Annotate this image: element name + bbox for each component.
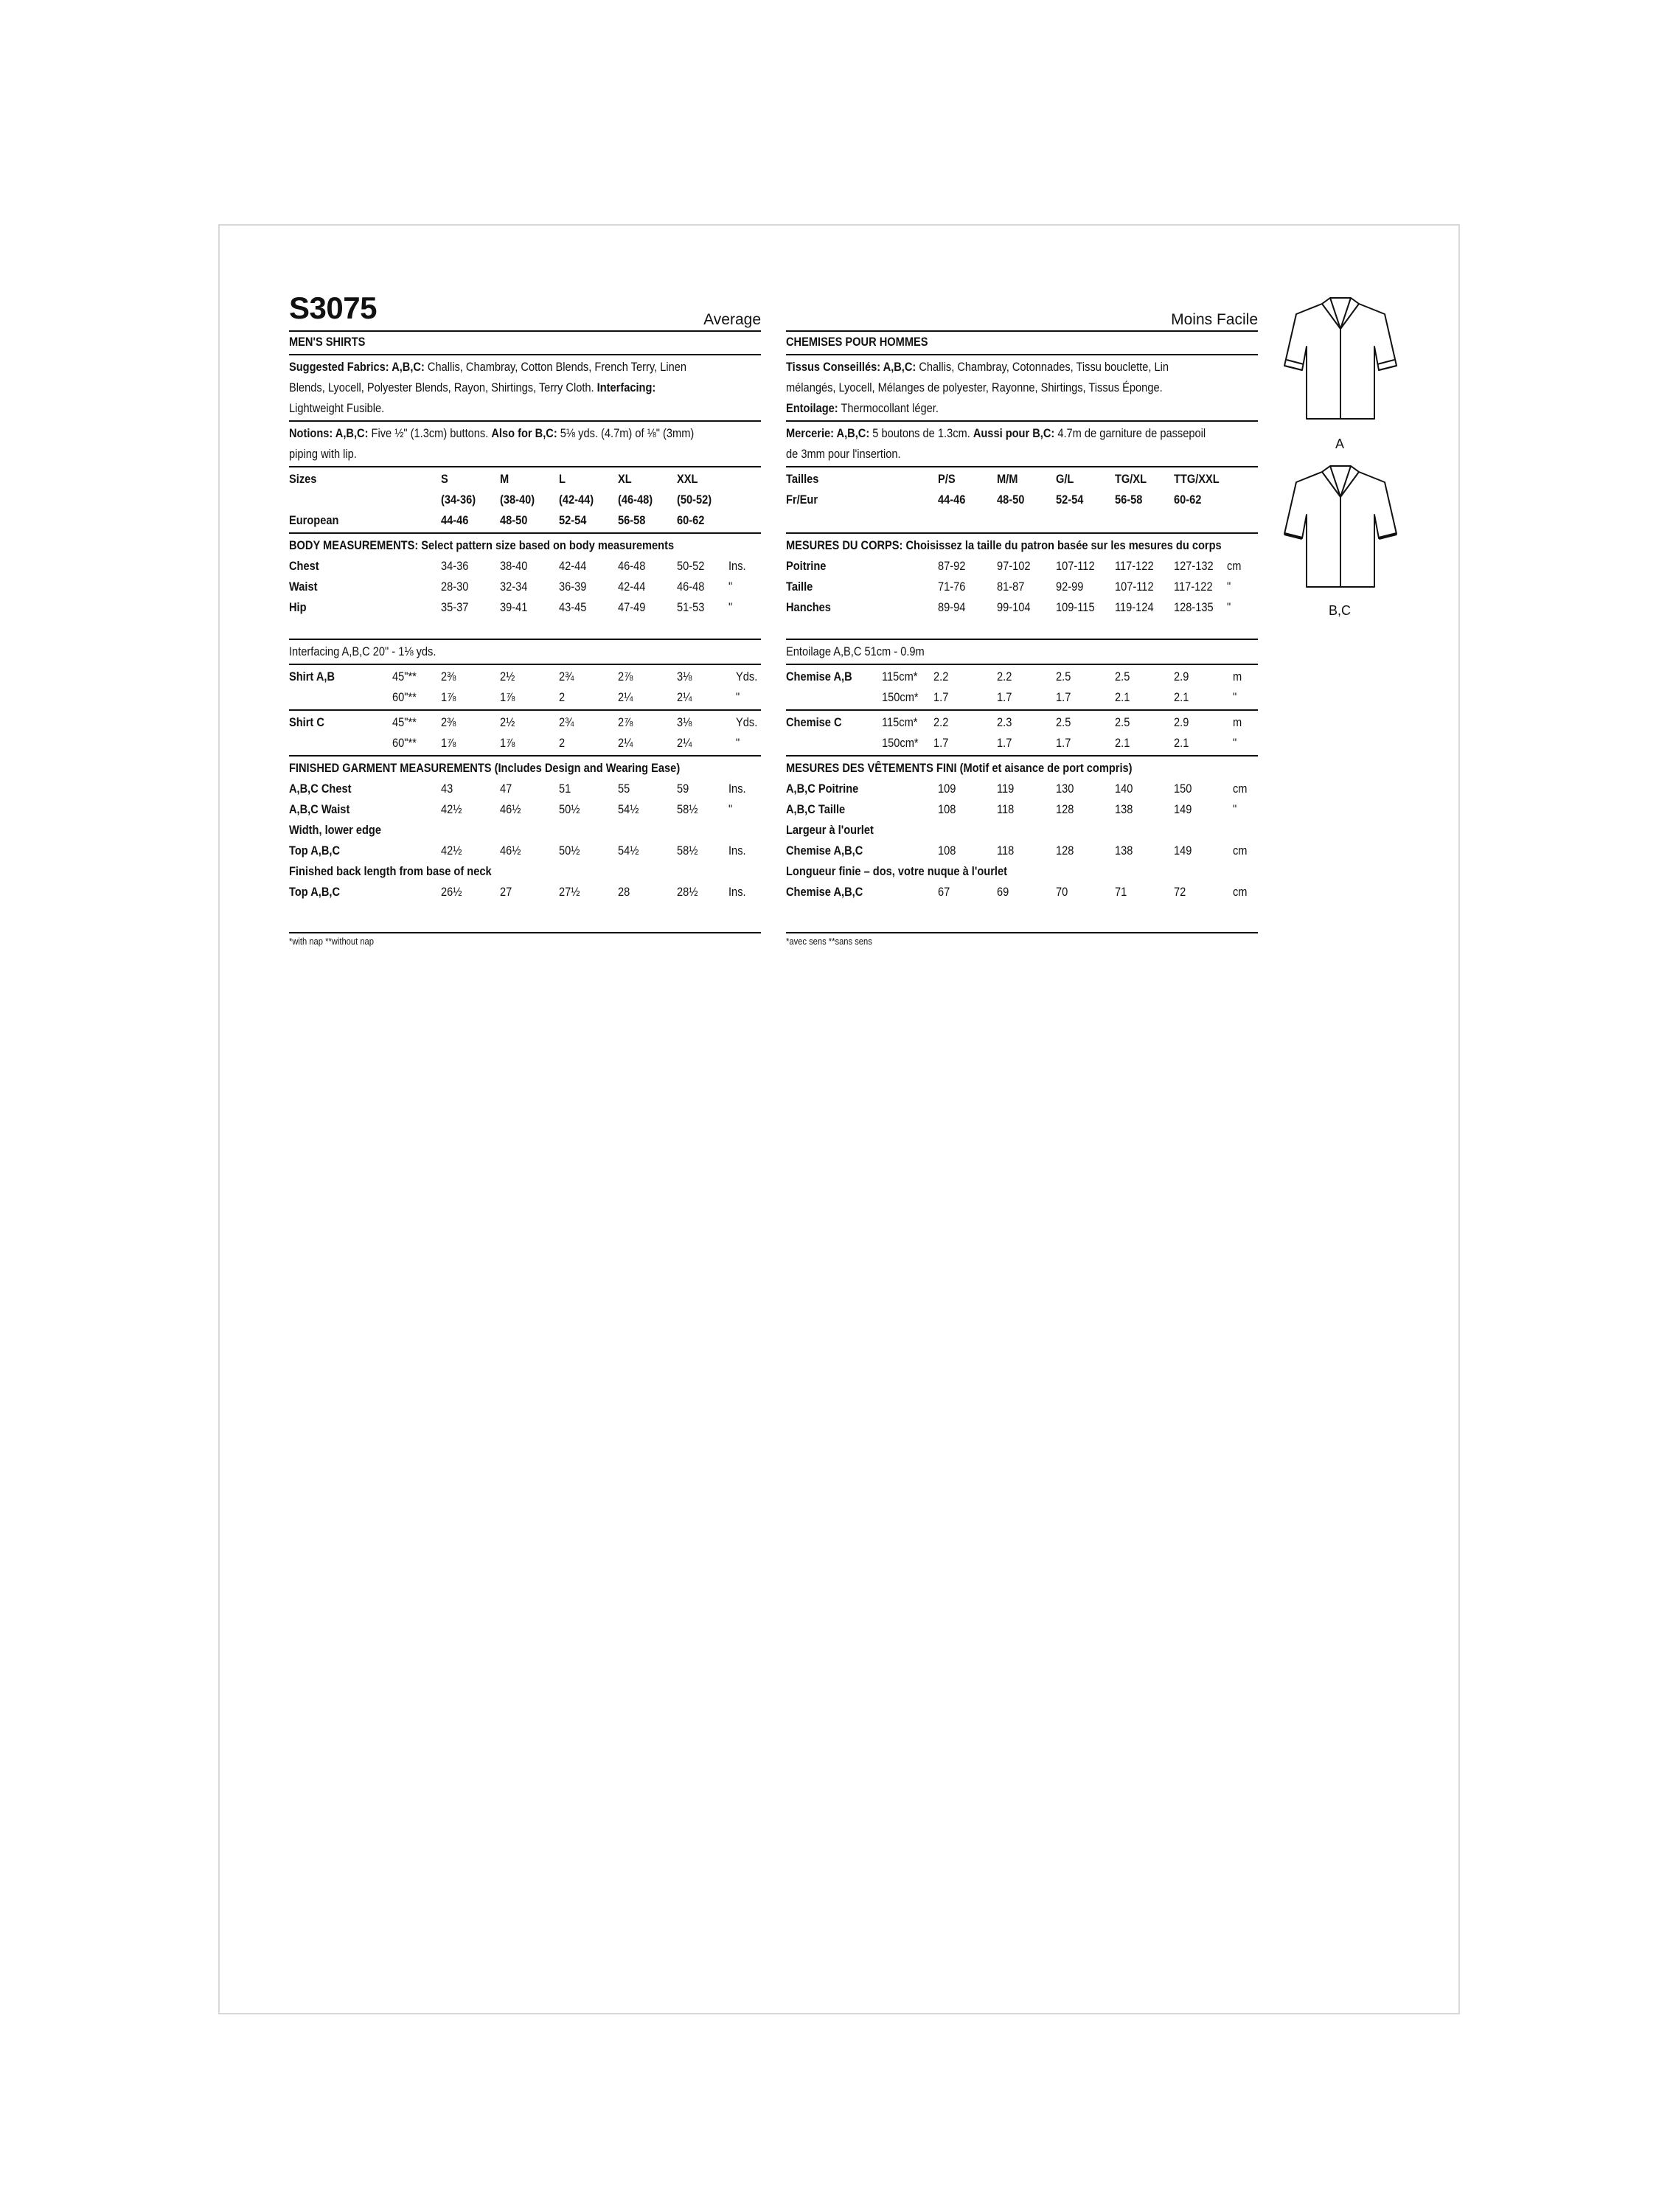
sizes-row: Sizes S M L XL XXL (289, 472, 698, 486)
view-a-sketch (1281, 293, 1422, 437)
shirt-bc-drawing (1281, 462, 1399, 602)
finished-row: Top A,B,C 26½ 27 27½ 28 28½ Ins. (289, 885, 746, 899)
skill-level-fr: Moins Facile (1171, 311, 1258, 328)
finished-row: Largeur à l'ourlet (786, 823, 874, 837)
yardage-row: 150cm* 1.7 1.7 1.7 2.1 2.1 " (882, 690, 1237, 704)
view-a-label: A (1335, 437, 1344, 451)
yardage-shirt-c (289, 712, 761, 754)
finished-measurements-title-fr: MESURES DES VÊTEMENTS FINI (Motif et aisance de port compris) (786, 761, 1133, 775)
notions: Notions: A,B,C: Five ½" (1.3cm) buttons. Also for B,C: 5⅛ yds. (4.7m) of ⅛" (3mm) (289, 426, 695, 440)
body-row: Waist 28-30 32-34 36-39 42-44 46-48 " (289, 580, 733, 594)
finished-row: A,B,C Poitrine 109 119 130 140 150 cm (786, 782, 1248, 796)
suggested-fabrics-fr: Tissus Conseillés: A,B,C: Challis, Chambray, Cotonnades, Tissu bouclette, Lin (786, 360, 1169, 374)
yardage-row: Shirt C 45"** 2⅜ 2½ 2¾ 2⅞ 3⅛ Yds. (289, 715, 758, 729)
body-row: Hanches 89-94 99-104 109-115 119-124 128-135 " (786, 600, 1231, 614)
body-row: Poitrine 87-92 97-102 107-112 117-122 127-132 cm (786, 559, 1242, 573)
finished-row: Chemise A,B,C 108 118 128 138 149 cm (786, 844, 1248, 858)
yardage-row: 60"** 1⅞ 1⅞ 2 2¼ 2¼ " (392, 736, 740, 750)
garment-title: MEN'S SHIRTS (289, 335, 366, 349)
shirt-a-drawing (1281, 293, 1399, 434)
footnote: *with nap **without nap (289, 936, 374, 947)
body-row: Chest 34-36 38-40 42-44 46-48 50-52 Ins. (289, 559, 746, 573)
body-measurements-title: BODY MEASUREMENTS: Select pattern size based on body measurements (289, 538, 675, 552)
yardage-shirt-ab (289, 667, 761, 708)
header (289, 293, 761, 332)
body-measurements-table-fr (786, 556, 1258, 618)
finished-row: A,B,C Taille 108 118 128 138 149 " (786, 802, 1237, 816)
skill-level: Average (703, 311, 761, 328)
yardage-row: Shirt A,B 45"** 2⅜ 2½ 2¾ 2⅞ 3⅛ Yds. (289, 669, 758, 684)
yardage-shirt-ab-fr (786, 667, 1258, 708)
finished-row: Top A,B,C 42½ 46½ 50½ 54½ 58½ Ins. (289, 844, 746, 858)
sizes-row: Tailles P/S M/M G/L TG/XL TTG/XXL (786, 472, 1220, 486)
finished-row: A,B,C Waist 42½ 46½ 50½ 54½ 58½ " (289, 802, 733, 816)
french-column: Moins Facile CHEMISES POUR HOMMES Tissus Conseillés: A,B,C: Challis, Chambray, Cotonnades, Tissu bouclette, Lin mélangés, Lyocell, Mélanges de polyester, Rayonne, Shirtings, Tissus Éponge. Entoilage: Thermocollant léger. Mercerie: A,B,C: 5 boutons de 1.3cm. Aussi pour B,C: 4.7m de garniture de passepoil de 3mm pour l'insertion. Tailles P/S M/M G/L TG/XL TTG/XXL Fr/Eur 44-46 48-50 52-54 56-58 60-62 MESURES DU CORPS: Choisissez la taille du patron basée sur les mesures du corps Poitrine 87-92 97-102 107-112 117-122 127-132 cm Taille 71-76 81-87 92-99 107-112 117-122 " Hanches 89-94 99-104 109-115 119-124 128-135 " Entoilage A,B,C 51cm - 0.9m Chemise A,B 115cm* 2.2 2.2 2.5 2.5 2.9 m 150cm* 1.7 1.7 1.7 2.1 2.1 " Chemise C 115cm* 2.2 2.3 2.5 2.5 2.9 m 150cm* 1.7 1.7 1.7 2.1 2.1 " MESURES DES VÊTEMENTS FINI (Motif et aisance de port compris) A,B,C Poitrine 109 119 130 140 150 cm A,B,C Taille 108 118 128 138 149 " Largeur à l'ourlet Chemise A,B,C 108 118 128 138 149 cm Longueur finie – dos, votre nuque à l'ourlet Chemise A,B,C 67 69 70 71 72 cm *avec sens **sans sens (786, 293, 1258, 948)
finished-row: Finished back length from base of neck (289, 864, 492, 878)
interfacing-row-fr: Entoilage A,B,C 51cm - 0.9m (786, 644, 925, 658)
body-measurements-table (289, 556, 761, 618)
finished-row: Width, lower edge (289, 823, 381, 837)
european-row: Fr/Eur 44-46 48-50 52-54 56-58 60-62 (786, 493, 1202, 507)
yardage-row: Chemise C 115cm* 2.2 2.3 2.5 2.5 2.9 m (786, 715, 1242, 729)
sizes-range-row: (34-36) (38-40) (42-44) (46-48) (50-52) (441, 493, 712, 507)
finished-row: A,B,C Chest 43 47 51 55 59 Ins. (289, 782, 746, 796)
notions-fr: Mercerie: A,B,C: 5 boutons de 1.3cm. Aussi pour B,C: 4.7m de garniture de passepoil (786, 426, 1206, 440)
sizes-table (289, 469, 761, 531)
body-measurements-title-fr: MESURES DU CORPS: Choisissez la taille du patron basée sur les mesures du corps (786, 538, 1222, 552)
yardage-row: 60"** 1⅞ 1⅞ 2 2¼ 2¼ " (392, 690, 740, 704)
english-column: S3075 Average MEN'S SHIRTS Suggested Fabrics: A,B,C: Challis, Chambray, Cotton Blends, French Terry, Linen Blends, Lyocell, Polyester Blends, Rayon, Shirtings, Terry Cloth. Interfacing: Lightweight Fusible. Notions: A,B,C: Five ½" (1.3cm) buttons. Also for B,C: 5⅛ yds. (4.7m) of ⅛" (3mm) piping with lip. Sizes S M L XL XXL (34-36) (38-40) (42-44) (46-48) (50-52) European 44-46 48-50 52-54 56-58 60-62 BODY MEASUREMENTS: Select pattern size based on body measurements Chest 34-36 38-40 42-44 46-48 50-52 Ins. Waist 28-30 32-34 36-39 42-44 46-48 " Hip 35-37 39-41 43-45 47-49 51-53 " Interfacing A,B,C 20" - 1⅛ yds. Shirt A,B 45"** 2⅜ 2½ 2¾ 2⅞ 3⅛ Yds. 60"** 1⅞ 1⅞ 2 2¼ 2¼ " Shirt C 45"** 2⅜ 2½ 2¾ 2⅞ 3⅛ Yds. 60"** 1⅞ 1⅞ 2 2¼ 2¼ " FINISHED GARMENT MEASUREMENTS (Includes Design and Wearing Ease) A,B,C Chest 43 47 51 55 59 Ins. A,B,C Waist 42½ 46½ 50½ 54½ 58½ " Width, lower edge Top A,B,C 42½ 46½ 50½ 54½ 58½ Ins. Finished back length from base of neck Top A,B,C 26½ 27 27½ 28 28½ Ins. *with nap **without nap (289, 291, 761, 947)
yardage-row: Chemise A,B 115cm* 2.2 2.2 2.5 2.5 2.9 m (786, 669, 1242, 684)
yardage-shirt-c-fr (786, 712, 1258, 754)
garment-title-fr: CHEMISES POUR HOMMES (786, 335, 928, 349)
body-row: Taille 71-76 81-87 92-99 107-112 117-122 " (786, 580, 1231, 594)
view-bc-sketch (1281, 462, 1422, 605)
view-bc-label: B,C (1328, 603, 1351, 618)
finished-measurements-title: FINISHED GARMENT MEASUREMENTS (Includes Design and Wearing Ease) (289, 761, 681, 775)
pattern-envelope-back (218, 224, 1460, 2014)
finished-row: Longueur finie – dos, votre nuque à l'ourlet (786, 864, 1007, 878)
finished-measurements-table (289, 779, 761, 902)
finished-row: Chemise A,B,C 67 69 70 71 72 cm (786, 885, 1248, 899)
suggested-fabrics: Suggested Fabrics: A,B,C: Challis, Chambray, Cotton Blends, French Terry, Linen (289, 360, 686, 374)
header-fr (786, 293, 1258, 332)
footnote-fr: *avec sens **sans sens (786, 936, 872, 947)
interfacing-row: Interfacing A,B,C 20" - 1⅛ yds. (289, 644, 437, 658)
finished-measurements-table-fr (786, 779, 1258, 902)
pattern-code: S3075 (289, 291, 377, 325)
sizes-table-fr (786, 469, 1258, 510)
european-row: European 44-46 48-50 52-54 56-58 60-62 (289, 513, 705, 527)
yardage-row: 150cm* 1.7 1.7 1.7 2.1 2.1 " (882, 736, 1237, 750)
body-row: Hip 35-37 39-41 43-45 47-49 51-53 " (289, 600, 733, 614)
